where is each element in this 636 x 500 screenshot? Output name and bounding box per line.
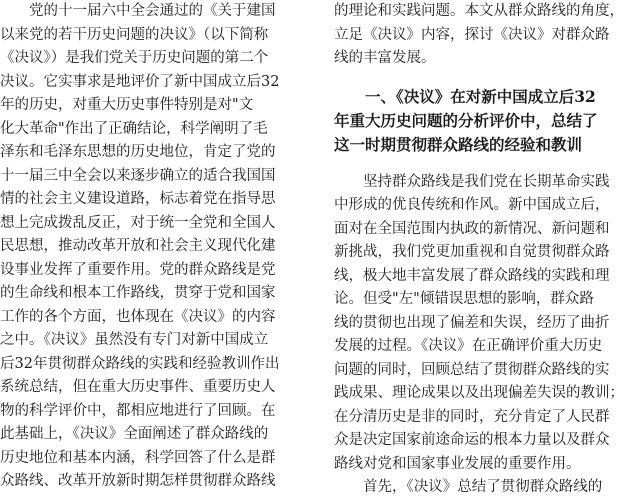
text-line: 党的十一届六中全会通过的《关于建国 bbox=[0, 3, 276, 19]
heading-line: 这一时期贯彻群众路线的经验和教训 bbox=[334, 134, 583, 154]
text-line: 的生命线和根本工作路线，贯穿于党和国家 bbox=[0, 285, 276, 301]
text-line: 泽东和毛泽东思想的历史地位，肯定了党的 bbox=[0, 144, 276, 160]
text-line: 年的历史，对重大历史事件特别是对"文 bbox=[0, 97, 254, 113]
text-line: 众是决定国家前途命运的根本力量以及群众 bbox=[334, 432, 610, 448]
text-line: 十一届三中全会以来逐步确立的适合我国国 bbox=[0, 167, 276, 184]
text-line: 历史地位和基本内涵，科学回答了什么是群 bbox=[0, 449, 276, 466]
text-line: 线，极大地丰富发展了群众路线的实践和理 bbox=[334, 267, 610, 284]
text-line: 践成果、理论成果以及出现偏差失误的教训； bbox=[334, 385, 624, 401]
text-line: 民思想，推动改革开放和社会主义现代化建 bbox=[0, 238, 276, 254]
text-line: 之中。《决议》虽然没有专门对新中国成立 bbox=[0, 332, 269, 348]
text-line: 线的贯彻也出现了偏差和失误，经历了曲折 bbox=[334, 314, 610, 331]
text-line: 在分清历史是非的同时，充分肯定了人民群 bbox=[334, 408, 610, 425]
text-line: 中形成的优良传统和作风。新中国成立后， bbox=[334, 197, 610, 213]
text-line: 物的科学评价中，都相应地进行了回顾。在 bbox=[0, 402, 276, 419]
text-line: 面对在全国范围内执政的新情况、新问题和 bbox=[334, 220, 610, 237]
text-line: 化大革命"作出了正确结论，科学阐明了毛 bbox=[0, 120, 268, 137]
text-line: 《决议》）是我们党关于历史问题的第二个 bbox=[0, 50, 269, 66]
heading-line: 年重大历史问题的分析评价中，总结了 bbox=[334, 110, 598, 130]
text-line: 的理论和实践问题。本文从群众路线的角度， bbox=[334, 3, 624, 19]
body-paragraph bbox=[334, 171, 636, 500]
left-column bbox=[0, 0, 300, 494]
text-line: 立足《决议》内容，探讨《决议》对群众路 bbox=[334, 26, 610, 43]
text-line: 系统总结，但在重大历史事件、重要历史人 bbox=[0, 379, 276, 395]
text-line: 论。但受"左"倾错误思想的影响，群众路 bbox=[334, 291, 594, 307]
right-column bbox=[334, 0, 636, 500]
text-line: 工作的各个方面，也体现在《决议》的内容 bbox=[0, 308, 276, 325]
text-line: 后32年贯彻群众路线的实践和经验教训作出 bbox=[0, 355, 280, 372]
section-heading bbox=[334, 85, 636, 157]
text-line: 此基础上，《决议》全面阐述了群众路线的 bbox=[0, 426, 269, 442]
text-line: 路线对党和国家事业发展的重要作用。 bbox=[334, 455, 581, 472]
text-line: 首先，《决议》总结了贯彻群众路线的 bbox=[334, 479, 603, 495]
text-line: 问题的同时，回顾总结了贯彻群众路线的实 bbox=[334, 361, 610, 378]
text-line: 众路线、改革开放新时期怎样贯彻群众路线 bbox=[0, 473, 276, 489]
intro-paragraph bbox=[334, 0, 636, 71]
text-line: 线的丰富发展。 bbox=[334, 50, 436, 66]
text-line: 决议。它实事求是地评价了新中国成立后32 bbox=[0, 73, 280, 90]
text-line: 情的社会主义建设道路，标志着党在指导思 bbox=[0, 191, 276, 207]
text-line: 新挑战，我们党更加重视和自觉贯彻群众路 bbox=[334, 244, 610, 260]
text-line: 设事业发挥了重要作用。党的群众路线是党 bbox=[0, 261, 276, 278]
text-line: 坚持群众路线是我们党在长期革命实践 bbox=[334, 173, 610, 190]
text-line: 以来党的若干历史问题的决议》（以下简称 bbox=[0, 26, 269, 43]
text-line: 发展的过程。《决议》在正确评价重大历史 bbox=[334, 338, 603, 354]
text-line: 想上完成拨乱反正，对于统一全党和全国人 bbox=[0, 214, 276, 231]
heading-line: 一、《决议》在对新中国成立后32 bbox=[334, 86, 596, 106]
